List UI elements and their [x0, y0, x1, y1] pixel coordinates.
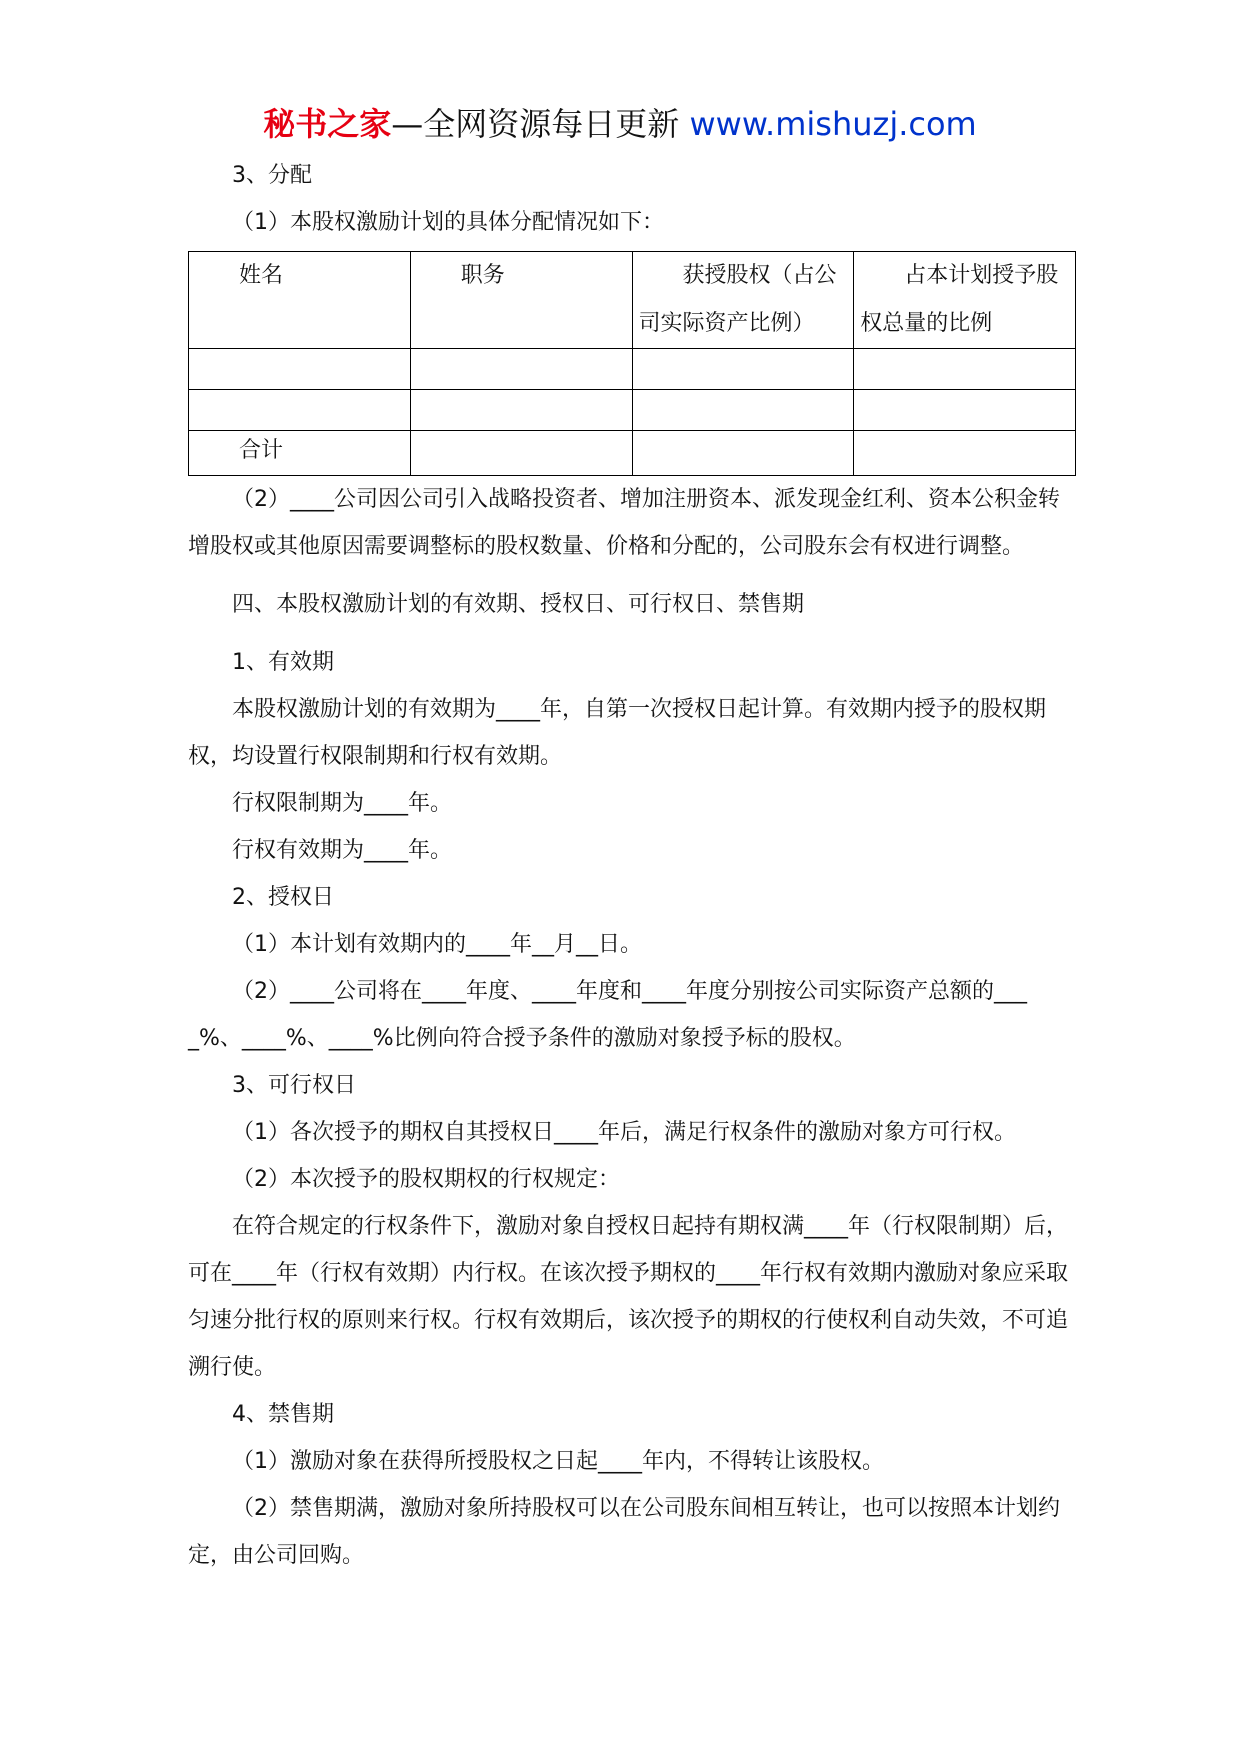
validity-paragraph-1: 本股权激励计划的有效期为____年，自第一次授权日起计算。有效期内授予的股权期权，均设置行权限制期和行权有效期。: [188, 697, 1047, 769]
site-banner: [0, 100, 1240, 148]
lockup-paragraph-2: （2）禁售期满，激励对象所持股权可以在公司股东间相互转让，也可以按照本计划约定，由公司回购。: [188, 1496, 1060, 1568]
section-heading-allocation: 3、分配: [232, 163, 312, 188]
table-cell: [632, 349, 854, 390]
validity-paragraph-3: 行权有效期为____年。: [232, 838, 453, 863]
brand-name: 秘书之家: [263, 105, 392, 143]
table-cell: [854, 349, 1076, 390]
table-cell: [189, 390, 411, 431]
table-cell: [410, 390, 632, 431]
site-url-link[interactable]: www.mishuzj.com: [689, 105, 977, 143]
table-row: [189, 390, 1076, 431]
subheading-lockup: 4、禁售期: [232, 1402, 334, 1427]
allocation-item-2: （2）____公司因公司引入战略投资者、增加注册资本、派发现金红利、资本公积金转增股权或其他原因需要调整标的股权数量、价格和分配的，公司股东会有权进行调整。: [188, 487, 1060, 559]
subheading-exercise-date: 3、可行权日: [232, 1073, 356, 1098]
table-cell: [854, 431, 1076, 476]
subheading-validity: 1、有效期: [232, 650, 334, 675]
table-cell: [410, 349, 632, 390]
table-total-row: [189, 431, 1076, 476]
table-header-row: [189, 252, 1076, 349]
header-cell-grant-ratio: 占本计划授予股权总量的比例: [854, 252, 1076, 349]
lockup-paragraph-1: （1）激励对象在获得所授股权之日起____年内，不得转让该股权。: [232, 1449, 884, 1474]
exercise-paragraph-1: （1）各次授予的期权自其授权日____年后，满足行权条件的激励对象方可行权。: [232, 1120, 1016, 1145]
header-cell-name: 姓名: [189, 252, 411, 349]
exercise-paragraph-3: 在符合规定的行权条件下，激励对象自授权日起持有期权满____年（行权限制期）后，可在____年（行权有效期）内行权。在该次授予期权的____年行权有效期内激励对象应采取匀速分批行权的原则来行权。行权有效期后，该次授予的期权的行使权利自动失效，不可追溯行使。: [188, 1214, 1069, 1380]
grant-date-paragraph-1: （1）本计划有效期内的____年__月__日。: [232, 932, 642, 957]
allocation-table: [188, 251, 1076, 476]
table-cell: [854, 390, 1076, 431]
exercise-paragraph-2: （2）本次授予的股权期权的行权规定：: [232, 1167, 620, 1192]
subheading-grant-date: 2、授权日: [232, 885, 334, 910]
document-body: [188, 152, 1068, 1579]
allocation-item-1: （1）本股权激励计划的具体分配情况如下：: [232, 210, 664, 235]
header-cell-granted-equity: 获授股权（占公司实际资产比例）: [632, 252, 854, 349]
table-cell: [410, 431, 632, 476]
table-cell: [632, 390, 854, 431]
table-cell: [189, 349, 411, 390]
table-row: [189, 349, 1076, 390]
grant-date-paragraph-2: （2）____公司将在____年度、____年度和____年度分别按公司实际资产总额的____%、____%、____%比例向符合授予条件的激励对象授予标的股权。: [188, 979, 1027, 1051]
table-cell: [632, 431, 854, 476]
header-cell-position: 职务: [410, 252, 632, 349]
total-label-cell: 合计: [189, 431, 411, 476]
section-heading-four: 四、本股权激励计划的有效期、授权日、可行权日、禁售期: [232, 592, 805, 617]
banner-slogan: —全网资源每日更新: [391, 105, 690, 143]
validity-paragraph-2: 行权限制期为____年。: [232, 791, 453, 816]
